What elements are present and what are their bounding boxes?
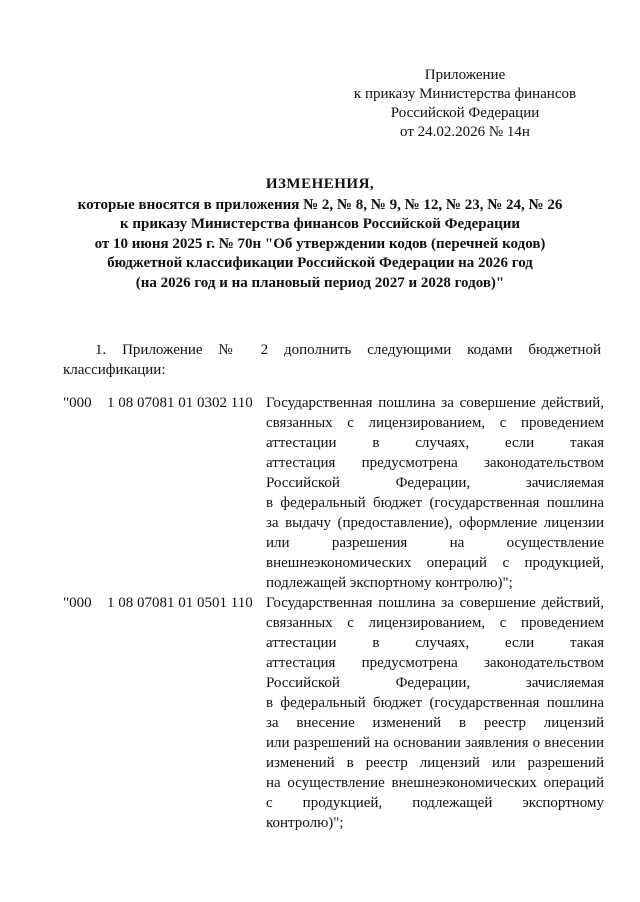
title-line: (на 2026 год и на плановый период 2027 и 2028 годов)" — [135, 274, 505, 291]
description-line: аттестации в случаях, если такая — [266, 435, 604, 451]
description-line: подлежащей экспортному контролю)"; — [266, 575, 513, 591]
description-line: в федеральный бюджет (государственная пошлина — [266, 495, 604, 511]
attachment-line: от 24.02.2026 № 14н — [400, 124, 530, 140]
description-line: связанных с лицензированием, с проведением — [266, 615, 604, 631]
description-line: внешнеэкономических операций с продукцией, — [266, 555, 604, 571]
attachment-line: Российской Федерации — [390, 105, 540, 121]
entry-description — [266, 393, 604, 593]
intro-paragraph: 1. Приложение № 2 дополнить следующими кодами бюджетной классификации: — [63, 342, 601, 378]
description-line: аттестация предусмотрена законодательством — [266, 655, 604, 671]
description-line: аттестации в случаях, если такая — [266, 635, 604, 651]
description-line: с продукцией, подлежащей экспортному — [266, 795, 604, 811]
description-line: Российской Федерации, зачисляемая — [266, 675, 604, 691]
entry-description — [266, 593, 604, 833]
description-line: Государственная пошлина за совершение действий, — [266, 595, 604, 611]
title-line: которые вносятся в приложения № 2, № 8, № 9, № 12, № 23, № 24, № 26 — [77, 196, 563, 213]
description-line: или разрешений на основании заявления о внесении — [266, 735, 604, 751]
entry-code: 1 08 07081 01 0302 110 — [107, 395, 253, 411]
description-line: за выдачу (предоставление), оформление лицензии — [266, 515, 604, 531]
description-line: за внесение изменений в реестр лицензий — [266, 715, 604, 731]
entry-code: 1 08 07081 01 0501 110 — [107, 595, 253, 611]
entry-prefix: "000 — [63, 395, 92, 411]
description-line: контролю)"; — [266, 815, 344, 831]
title-line: бюджетной классификации Российской Федерации на 2026 год — [107, 255, 533, 271]
description-line: или разрешения на осуществление — [266, 535, 604, 551]
description-line: Российской Федерации, зачисляемая — [266, 475, 604, 491]
document-title — [20, 175, 620, 293]
attachment-line: к приказу Министерства финансов — [353, 86, 577, 102]
title-line: к приказу Министерства финансов Российской Федерации — [119, 216, 521, 232]
attachment-block — [340, 66, 590, 142]
description-line: Государственная пошлина за совершение действий, — [266, 395, 604, 411]
description-line: связанных с лицензированием, с проведением — [266, 415, 604, 431]
description-line: на осуществление внешнеэкономических операций — [266, 775, 604, 791]
entry-prefix: "000 — [63, 595, 92, 611]
description-line: в федеральный бюджет (государственная пошлина — [266, 695, 604, 711]
title-main: ИЗМЕНЕНИЯ, — [265, 176, 375, 192]
description-line: изменений в реестр лицензий или разрешений — [266, 755, 604, 771]
description-line: аттестация предусмотрена законодательством — [266, 455, 604, 471]
attachment-line: Приложение — [424, 67, 506, 83]
title-line: от 10 июня 2025 г. № 70н "Об утверждении кодов (перечней кодов) — [94, 235, 546, 252]
